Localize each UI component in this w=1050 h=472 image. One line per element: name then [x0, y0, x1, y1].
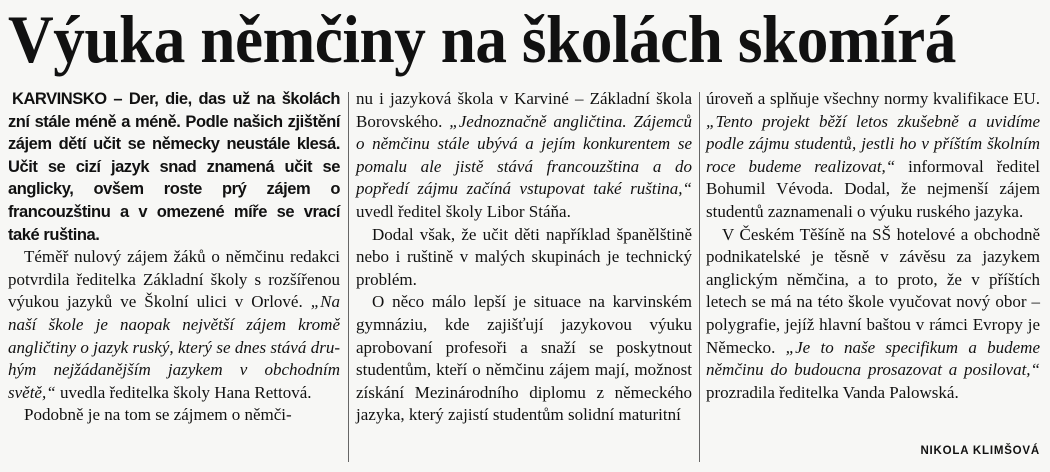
paragraph-4-cont: úroveň a splňuje všechny normy kvalifikace EU. „Tento projekt běží letos zkušebně a uvidíme podle zájmu studentů, jestli ho v příštím školním roce budeme realizovat,“ informoval ředitel Bohumil Vévoda. Dodal, že nejmenší zájem studentů zaznamenali o výuku ruského jazyka.	[706, 89, 1040, 221]
paragraph-2-start: Podobně je na tom se zájmem o němči-	[24, 405, 292, 425]
lead-paragraph: KARVINSKO – Der, die, das už na školách zní stále méně a méně. Podle našich zjištění zájem dětí učit se německy neustále klesá. Učit se cizí jazyk snad znamená učit se anglicky, ovšem roste prý zájem o francouzštinu a v omezené míře se vrací také ruština.	[8, 90, 340, 244]
paragraph-2-cont: nu i jazyková škola v Karviné – Základní škola Borovského. „Jednoznačně angličtina. Zájemců o němčinu stále ubývá a jejím konkurentem se pomalu ale jistě stává francouzština a do popředí zájmu začíná vstupovat také ruština,“ uvedl ředitel školy Libor Stáňa.	[356, 89, 692, 221]
column-3	[706, 88, 1040, 404]
column-1	[8, 88, 340, 427]
column-divider-2	[699, 92, 700, 462]
paragraph-5: V Českém Těšíně na SŠ hotelové a obchodně podnikatelské je těsně v závěsu za jazykem anglickým němčina, a to proto, že v příštích letech se má na této škole vyučovat nový obor – polygrafie, jejíž hlavní baštou v rámci Evropy je Německo. „Je to naše specifikum a budeme němčinu do budoucna prosazovat a posilovat,“ prozradila ředitelka Vanda Palowská.	[706, 224, 1040, 402]
column-divider-1	[348, 92, 349, 462]
paragraph-3: Dodal však, že učit děti například španělštině nebo i ruštině v malých skupinách je technický problém.	[356, 224, 692, 289]
paragraph-1: Téměř nulový zájem žáků o němčinu redakci potvrdila ředitelka Základní školy s rozšířenou výukou jazyků ve Školní ulici v Orlové. „Na naší škole je naopak největší zájem kromě angličtiny o jazyk ruský, který se dnes stává druhým nejžádanějším jazykem v obchodním světě,“ uvedla ředitelka školy Hana Rettová.	[8, 247, 340, 402]
headline: Výuka němčiny na školách skomírá	[8, 1, 956, 77]
column-2	[356, 88, 692, 427]
byline: NIKOLA KLIMŠOVÁ	[920, 445, 1040, 457]
paragraph-4-start: O něco málo lepší je situace na karvinském gymnáziu, kde zajišťují jazykovou výuku aprobovaní profesoři a snaží se poskytnout studentům, kteří o němčinu zájem mají, možnost získání Mezinárodního diplomu z německého jazyka, který zajistí studentům solidní maturitní	[356, 292, 692, 425]
